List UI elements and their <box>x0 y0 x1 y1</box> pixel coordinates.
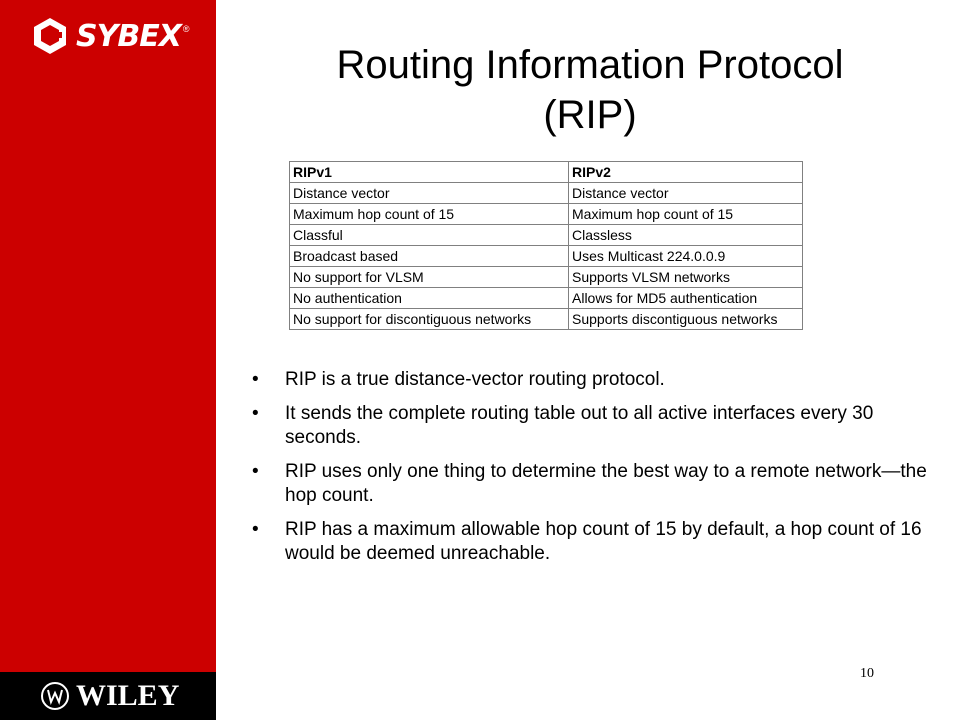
wiley-footer <box>0 672 216 720</box>
table-cell: Distance vector <box>569 183 803 204</box>
table-cell: No support for discontiguous networks <box>290 309 569 330</box>
bullet-item <box>250 402 930 450</box>
bullet-text: It sends the complete routing table out to all active interfaces every 30 seconds. <box>285 403 874 448</box>
bullet-glyph: • <box>252 403 259 424</box>
table-cell: No support for VLSM <box>290 267 569 288</box>
slide-title <box>260 40 920 140</box>
sybex-logo-text: SYBEX <box>76 18 181 54</box>
wiley-logo-text: WILEY <box>76 679 180 712</box>
sidebar <box>0 0 216 720</box>
bullet-item <box>250 518 930 566</box>
page-number: 10 <box>860 666 874 681</box>
table-cell: Uses Multicast 224.0.0.9 <box>569 246 803 267</box>
sybex-logo <box>30 16 189 56</box>
rip-comparison-table <box>289 161 803 330</box>
table-row <box>290 183 803 204</box>
sybex-cube-icon <box>30 16 70 56</box>
table-cell: No authentication <box>290 288 569 309</box>
table-row <box>290 246 803 267</box>
table-row <box>290 204 803 225</box>
bullet-glyph: • <box>252 519 259 540</box>
table-cell: Supports discontiguous networks <box>569 309 803 330</box>
bullet-text: RIP has a maximum allowable hop count of 15 by default, a hop count of 16 would be deemed unreachable. <box>285 519 922 564</box>
table-cell: Classless <box>569 225 803 246</box>
table-header-cell: RIPv2 <box>569 162 803 183</box>
table-row <box>290 309 803 330</box>
table-cell: Maximum hop count of 15 <box>290 204 569 225</box>
table-cell: Maximum hop count of 15 <box>569 204 803 225</box>
table-row <box>290 288 803 309</box>
table-cell: Allows for MD5 authentication <box>569 288 803 309</box>
table-cell: Classful <box>290 225 569 246</box>
bullet-glyph: • <box>252 461 259 482</box>
bullet-item <box>250 460 930 508</box>
slide-title-line2: (RIP) <box>543 93 637 137</box>
bullet-text: RIP is a true distance-vector routing protocol. <box>285 369 665 390</box>
table-cell: Broadcast based <box>290 246 569 267</box>
registered-mark: ® <box>182 24 190 34</box>
bullet-glyph: • <box>252 369 259 390</box>
table-cell: Distance vector <box>290 183 569 204</box>
table-row <box>290 225 803 246</box>
bullet-list <box>250 368 930 576</box>
bullet-item <box>250 368 930 392</box>
table-header-cell: RIPv1 <box>290 162 569 183</box>
slide-title-line1: Routing Information Protocol <box>336 43 844 87</box>
table-row <box>290 267 803 288</box>
wiley-emblem-icon <box>40 681 70 711</box>
bullet-text: RIP uses only one thing to determine the best way to a remote network—the hop count. <box>285 461 927 506</box>
table-header-row <box>290 162 803 183</box>
table-cell: Supports VLSM networks <box>569 267 803 288</box>
